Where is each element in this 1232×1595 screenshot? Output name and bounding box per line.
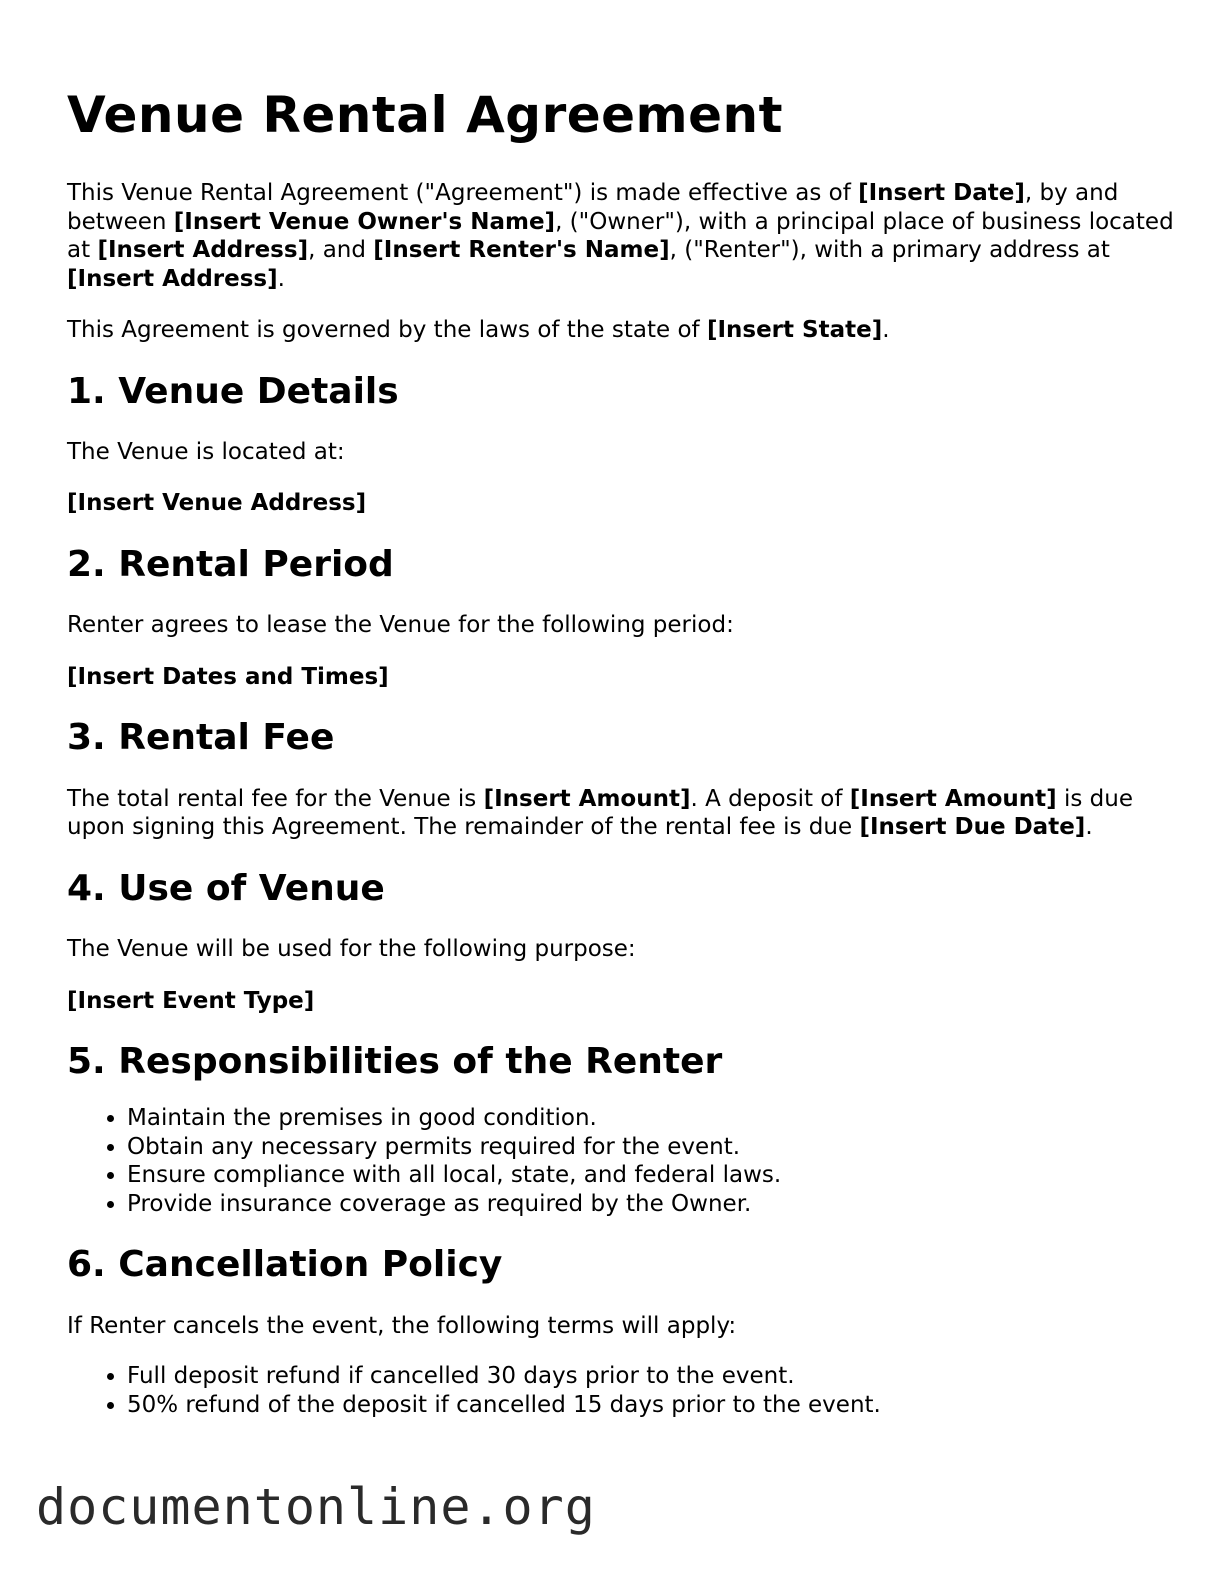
period-text: Renter agrees to lease the Venue for the following period: (67, 612, 734, 639)
intro-text: , and (308, 237, 374, 263)
intro-text: . (277, 265, 285, 292)
governing-text: . (882, 317, 890, 343)
watermark: documentonline.org (36, 1478, 596, 1536)
section-heading-period: 2. Rental Period (67, 543, 394, 585)
venue-address-placeholder: [Insert Venue Address] (67, 490, 367, 517)
intro-text: , ("Owner"), with a principal place of business located at (67, 208, 1174, 263)
fee-text: The total rental fee for the Venue is (67, 785, 484, 812)
renter-address-placeholder: [Insert Address] (67, 265, 278, 292)
list-item: • 50% refund of the deposit if cancelled 15 days prior to the event. (127, 1391, 1177, 1420)
date-placeholder: [Insert Date] (858, 180, 1025, 206)
dates-placeholder: [Insert Dates and Times] (67, 663, 389, 690)
section-heading-venue: 1. Venue Details (67, 370, 399, 412)
renter-name-placeholder: [Insert Renter's Name] (373, 237, 670, 263)
cancellation-list (67, 1362, 1177, 1419)
fee-text: is due upon signing this Agreement. The remainder of the rental fee is due (67, 785, 1134, 841)
section-heading-cancellation: 6. Cancellation Policy (67, 1244, 503, 1286)
list-item: • Full deposit refund if cancelled 30 days prior to the event. (127, 1362, 1177, 1391)
document-page (67, 0, 1177, 1419)
fee-paragraph (67, 785, 1177, 842)
governing-law-paragraph (67, 316, 1177, 345)
list-item: • Provide insurance coverage as required by the Owner. (127, 1190, 1177, 1219)
cancellation-text: If Renter cancels the event, the following terms will apply: (67, 1312, 737, 1339)
document-title: Venue Rental Agreement (67, 86, 784, 144)
state-placeholder: [Insert State] (706, 317, 883, 343)
fee-text: . A deposit of (690, 785, 850, 812)
owner-name-placeholder: [Insert Venue Owner's Name] (173, 208, 556, 235)
list-item: • Obtain any necessary permits required for the event. (127, 1133, 1177, 1162)
event-type-placeholder: [Insert Event Type] (67, 987, 315, 1014)
intro-paragraph (67, 179, 1177, 293)
fee-text: . (1085, 814, 1093, 841)
total-amount-placeholder: [Insert Amount] (483, 785, 691, 812)
intro-text: , by and between (67, 180, 1119, 235)
section-heading-fee: 3. Rental Fee (67, 717, 335, 759)
deposit-amount-placeholder: [Insert Amount] (849, 785, 1057, 812)
due-date-placeholder: [Insert Due Date] (859, 814, 1086, 841)
intro-text: This Venue Rental Agreement ("Agreement") is made effective as of (67, 180, 859, 206)
list-item: • Ensure compliance with all local, state, and federal laws. (127, 1161, 1177, 1190)
intro-text: , ("Renter"), with a primary address at (669, 237, 1110, 263)
owner-address-placeholder: [Insert Address] (97, 237, 309, 263)
section-heading-use: 4. Use of Venue (67, 867, 385, 909)
governing-text: This Agreement is governed by the laws of the state of (67, 317, 707, 343)
section-heading-responsibilities: 5. Responsibilities of the Renter (67, 1041, 723, 1083)
responsibilities-list (67, 1104, 1177, 1218)
use-text: The Venue will be used for the following purpose: (67, 936, 636, 963)
list-item: • Maintain the premises in good condition. (127, 1104, 1177, 1133)
venue-text: The Venue is located at: (67, 438, 345, 465)
